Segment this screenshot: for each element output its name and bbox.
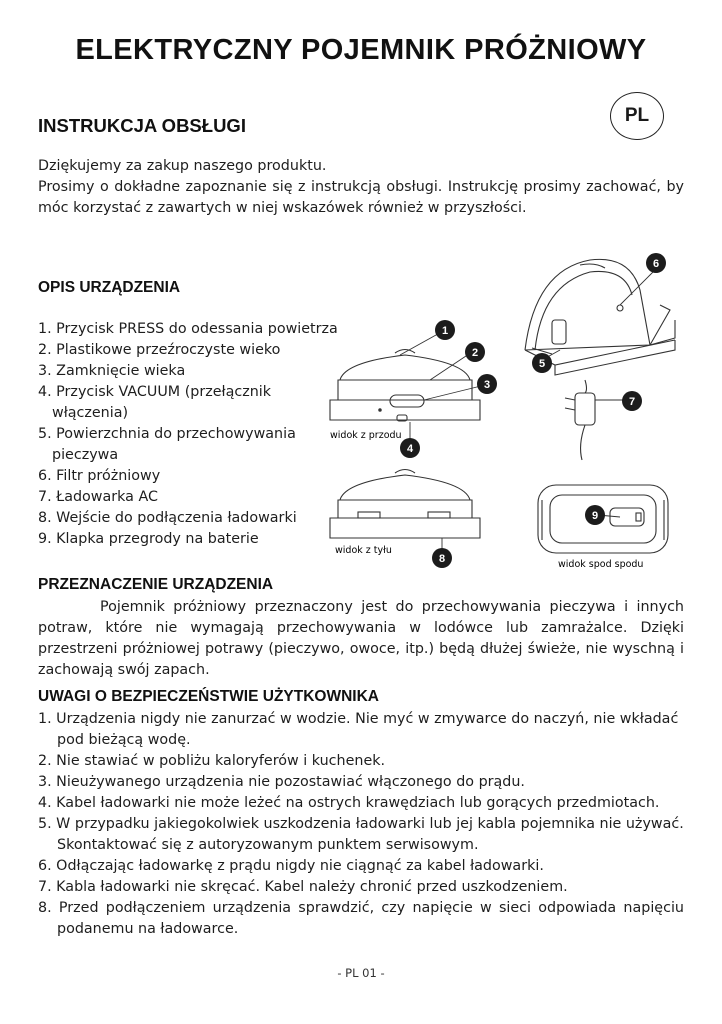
- callout-8: [432, 548, 452, 568]
- callout-7: [622, 391, 642, 411]
- list-item: 4. Kabel ładowarki nie może leżeć na ostrych krawędziach lub gorących przedmiotach.: [38, 795, 660, 811]
- safety-list: [38, 709, 684, 940]
- parts-list: [38, 319, 338, 550]
- list-item: 9. Klapka przegrody na baterie: [38, 531, 259, 547]
- list-item: 4. Przycisk VACUUM (przełącznik włączenia): [38, 384, 272, 421]
- intro-line-1: Dziękujemy za zakup naszego produktu.: [38, 158, 327, 174]
- list-item: 8. Wejście do podłączenia ładowarki: [38, 510, 297, 526]
- list-item: 6. Filtr próżniowy: [38, 468, 161, 484]
- list-item: 1. Urządzenia nigdy nie zanurzać w wodzie. Nie myć w zmywarce do naczyń, nie wkładać pod bieżącą wodę.: [38, 711, 679, 748]
- caption-front-view: widok z przodu: [330, 430, 402, 441]
- callout-1: [435, 320, 455, 340]
- svg-text:5: 5: [538, 358, 546, 370]
- list-item: 7. Kabla ładowarki nie skręcać. Kabel należy chronić przed uszkodzeniem.: [38, 879, 568, 895]
- device-illustrations: [320, 250, 700, 580]
- list-item: 1. Przycisk PRESS do odessania powietrza: [38, 321, 338, 337]
- list-item: 3. Nieużywanego urządzenia nie pozostawiać włączonego do prądu.: [38, 774, 525, 790]
- document-title: ELEKTRYCZNY POJEMNIK PRÓŻNIOWY: [75, 34, 647, 66]
- list-item: 3. Zamknięcie wieka: [38, 363, 186, 379]
- callout-leaders: [400, 270, 655, 554]
- callout-2: [465, 342, 485, 362]
- callout-4: [400, 438, 420, 458]
- list-item: 5. Powierzchnia do przechowywania pieczywa: [38, 426, 296, 463]
- list-item: 7. Ładowarka AC: [38, 489, 158, 505]
- callout-3: [477, 374, 497, 394]
- purpose-heading: PRZEZNACZENIE URZĄDZENIA: [38, 576, 274, 593]
- intro-line-2: Prosimy o dokładne zapoznanie się z instrukcją obsługi. Instrukcję prosimy zachować, by móc korzystać z zawartych w niej wskazówek również w przyszłości.: [38, 179, 684, 216]
- svg-text:7: 7: [628, 396, 636, 408]
- back-view-illustration: [330, 470, 480, 539]
- svg-text:4: 4: [406, 443, 414, 455]
- list-item: 5. W przypadku jakiegokolwiek uszkodzenia ładowarki lub jej kabla pojemnika nie używać. Skontaktować się z autoryzowanym punktem serwisowym.: [38, 816, 684, 853]
- language-badge: PL: [610, 92, 664, 140]
- purpose-text: Pojemnik próżniowy przeznaczony jest do przechowywania pieczywa i innych potraw, które nie wymagają przechowywania w lodówce lub zamrażalce. Dzięki przestrzeni próżniowej potrawy (pieczywo, owoce, itp.) będą dłużej świeże, nie wyschną i zachowają swój zapach.: [38, 599, 684, 678]
- list-item: 2. Nie stawiać w pobliżu kaloryferów i kuchenek.: [38, 753, 386, 769]
- front-view-illustration: [330, 350, 480, 422]
- svg-text:9: 9: [591, 510, 599, 522]
- safety-heading: UWAGI O BEZPIECZEŃSTWIE UŻYTKOWNIKA: [38, 688, 379, 705]
- instructions-heading: INSTRUKCJA OBSŁUGI: [38, 115, 246, 136]
- page-number: - PL 01 -: [337, 966, 385, 980]
- charger-illustration: [565, 380, 595, 460]
- svg-text:3: 3: [483, 379, 491, 391]
- intro-text: [38, 156, 684, 219]
- callout-6: [646, 253, 666, 273]
- svg-text:2: 2: [471, 347, 479, 359]
- svg-text:8: 8: [438, 553, 446, 565]
- callout-5: [532, 353, 552, 373]
- caption-back-view: widok z tyłu: [335, 545, 392, 556]
- list-item: 2. Plastikowe przeźroczyste wieko: [38, 342, 281, 358]
- callout-9: [585, 505, 605, 525]
- svg-text:6: 6: [652, 258, 660, 270]
- caption-bottom-view: widok spod spodu: [558, 559, 644, 570]
- description-heading: OPIS URZĄDZENIA: [38, 279, 181, 296]
- svg-text:1: 1: [441, 325, 449, 337]
- list-item: 8. Przed podłączeniem urządzenia sprawdzić, czy napięcie w sieci odpowiada napięciu podanemu na ładowarce.: [38, 900, 684, 937]
- list-item: 6. Odłączając ładowarkę z prądu nigdy nie ciągnąć za kabel ładowarki.: [38, 858, 544, 874]
